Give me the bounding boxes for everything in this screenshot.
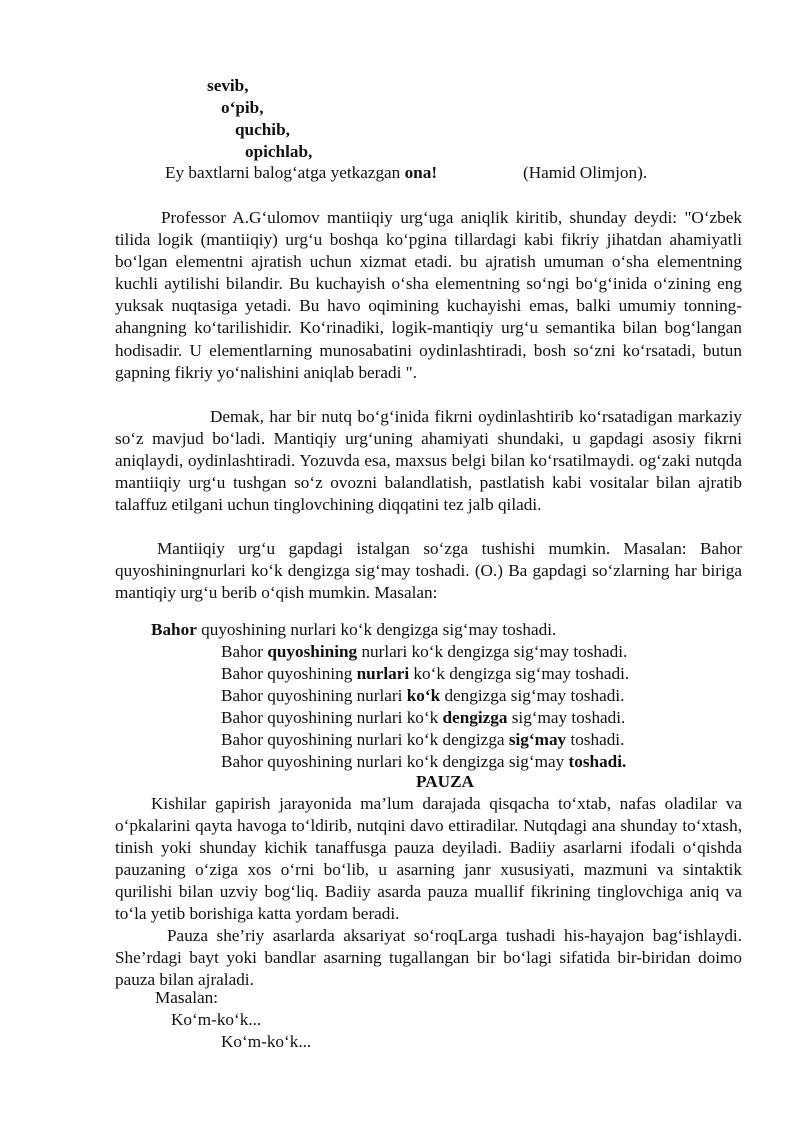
example-line-5: [221, 707, 625, 729]
example-stressed-word: toshadi.: [568, 752, 627, 771]
poem-line-4: opichlab,: [245, 142, 313, 161]
example-text: dengizga sig‘may toshadi.: [440, 686, 625, 705]
example-stressed-word: sig‘may: [508, 730, 567, 749]
example-text: Bahor quyoshining nurlari: [221, 686, 407, 705]
example-line-2: [221, 641, 627, 663]
example-line-3: [221, 663, 629, 685]
poem-author: (Hamid Olimjon).: [523, 163, 648, 182]
example-text: Bahor quyoshining nurlari ko‘k: [221, 708, 443, 727]
example-line-1: [151, 619, 556, 641]
example-stressed-word: dengizga: [442, 708, 508, 727]
example-text: nurlari ko‘k dengizga sig‘may toshadi.: [357, 642, 628, 661]
example-text: Bahor quyoshining: [221, 664, 357, 683]
section-heading-pauza: PAUZA: [416, 772, 474, 791]
example-line-4: [221, 685, 624, 707]
paragraph-mantiqiy-urgu: Mantiiqiy urg‘u gapdagi istalgan so‘zga tushishi mumkin. Masalan: Bahor quyoshiningnurlari ko‘k dengizga sig‘may toshadi. (O.) Ba gapdagi so‘zlarning har biriga mantiqiy urg‘u berib o‘qish mumkin. Masalan:: [115, 539, 742, 603]
example-text: sig‘may toshadi.: [507, 708, 626, 727]
example-text: ko‘k dengizga sig‘may toshadi.: [409, 664, 630, 683]
example-stressed-word: ko‘k: [406, 686, 441, 705]
example-text: Bahor: [221, 642, 268, 661]
example-stressed-word: quyoshining: [267, 642, 358, 661]
example-stressed-word: nurlari: [356, 664, 410, 683]
masalan-label: Masalan:: [155, 988, 219, 1007]
example-line-7: [221, 751, 626, 773]
poem-line-1: sevib,: [207, 76, 249, 95]
poem-line-2: o‘pib,: [221, 98, 264, 117]
example-stressed-word: Bahor: [151, 620, 197, 639]
example-text: toshadi.: [566, 730, 625, 749]
poem-line-5-text: Ey baxtlarni balog‘atga yetkazgan: [165, 163, 405, 182]
example-text: Bahor quyoshining nurlari ko‘k dengizga: [221, 730, 509, 749]
poem-line-3: quchib,: [235, 120, 290, 139]
example-kom-line-1: Ko‘m-ko‘k...: [171, 1010, 262, 1029]
poem-line-5-bold: ona!: [404, 163, 438, 182]
paragraph-pauza-definition: Kishilar gapirish jarayonida ma’lum darajada qisqacha to‘xtab, nafas oladilar va o‘pkalarini qayta havoga to‘ldirib, nutqini davo ettiradilar. Nutqdagi ana shunday to‘xtash, tinish yoki shunday kichik tanaffusga pauza deyiladi. Badiiy asarlarni ifodali o‘qishda pauzaning o‘ziga xos o‘rni bo‘lib, u asarning janr xususiyati, mazmuni va sintaktik qurilishi bilan uzviy bog‘liq. Badiiy asarda pauza muallif fikrining tinglovchiga aniq va to‘la yetib borishiga katta yordam beradi.: [115, 794, 742, 924]
example-text: Bahor quyoshining nurlari ko‘k dengizga sig‘may: [221, 752, 569, 771]
poem-line-5: [165, 162, 437, 184]
example-text: quyoshining nurlari ko‘k dengizga sig‘may toshadi.: [196, 620, 557, 639]
paragraph-demak: Demak, har bir nutq bo‘g‘inida fikrni oydinlashtirib ko‘rsatadigan markaziy so‘z mavjud bo‘ladi. Mantiqiy urg‘uning ahamiyati shundaki, u gapdagi asosiy fikrni aniqlaydi, oydinlashtiradi. Yozuvda esa, maxsus belgi bilan ko‘rsatilmaydi. og‘zaki nutqda mantiiqiy urg‘u tushgan so‘z ovozni balandlatish, pastlatish kabi vositalar bilan ajratib talaffuz etilgani uchun tinglovchining diqqatini tez jalb qiladi.: [115, 407, 742, 515]
example-kom-line-2: Ko‘m-ko‘k...: [221, 1032, 312, 1051]
paragraph-ulomov-quote: Professor A.G‘ulomov mantiiqiy urg‘uga aniqlik kiritib, shunday deydi: "O‘zbek tilida logik (mantiiqiy) urg‘u boshqa ko‘pgina tillardagi kabi fikriy jihatdan ahamiyatli bo‘lgan elementni ajratish uchun xizmat etadi. bu ajratish umuman o‘sha elementning kuchli aytilishi bilandir. Bu kuchayish o‘sha elementning so‘ngi bo‘g‘inida o‘zining eng yuksak nuqtasiga yetadi. Bu havo oqimining kuchayishi emas, balki umumiy tonning-ahangning ko‘tarilishidir. Ko‘rinadiki, logik-mantiqiy urg‘u semantika bilan bog‘langan hodisadir. U elementlarning munosabatini oydinlashtiradi, bosh so‘zni ko‘rsatadi, butun gapning fikriy yo‘nalishini aniqlab beradi ".: [115, 208, 742, 382]
example-line-6: [221, 729, 624, 751]
paragraph-pauza-poetry: Pauza she’riy asarlarda aksariyat so‘roqLarga tushadi his-hayajon bag‘ishlaydi. She’rdagi bayt yoki bandlar asarning tugallangan bir bo‘lagi sifatida bir-biridan doimo pauza bilan ajraladi.: [115, 926, 742, 990]
